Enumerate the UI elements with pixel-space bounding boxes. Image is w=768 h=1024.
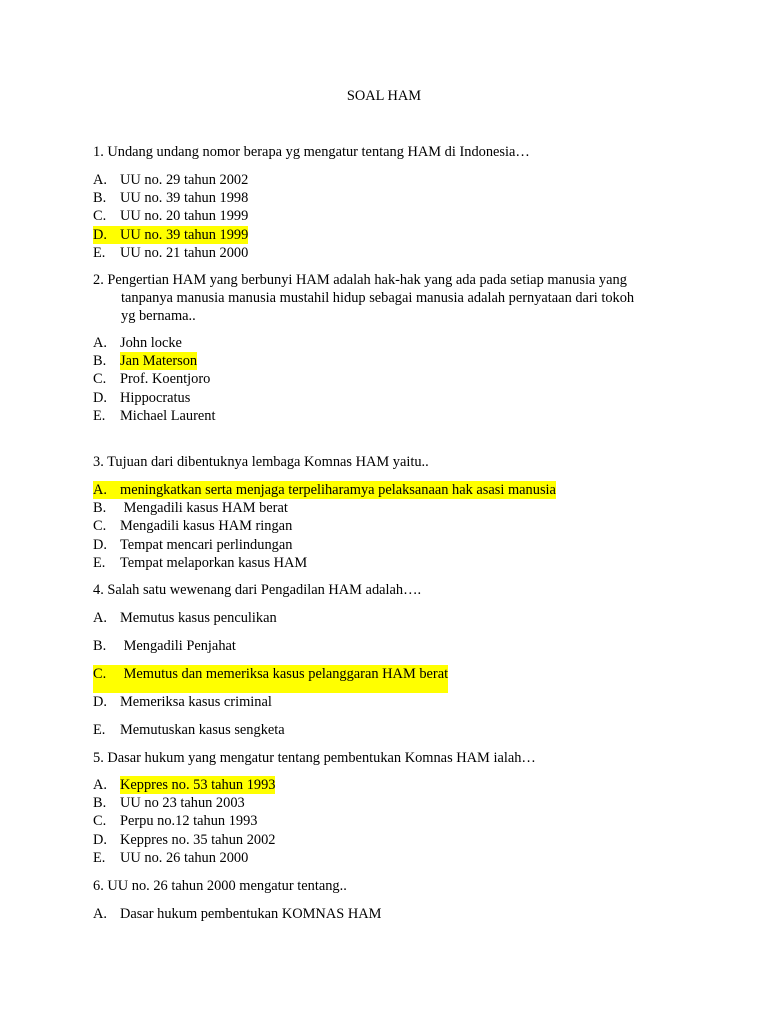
option-text: Memeriksa kasus criminal <box>120 694 272 710</box>
option-text: UU no. 26 tahun 2000 <box>120 849 249 866</box>
question-6: 6. UU no. 26 tahun 2000 mengatur tentang.. <box>93 878 347 894</box>
document-title: SOAL HAM <box>346 88 422 104</box>
question-4: 4. Salah satu wewenang dari Pengadilan HAM adalah…. <box>93 582 422 598</box>
option-letter: A. <box>93 610 107 626</box>
option-4b <box>93 637 448 665</box>
option-letter: B. <box>93 638 107 654</box>
option-text: Hippocratus <box>120 389 191 406</box>
question-3-options <box>93 481 556 572</box>
question-3: 3. Tujuan dari dibentuknya lembaga Komnas HAM yaitu.. <box>93 454 429 470</box>
option-letter: B. <box>93 190 107 207</box>
option-letter: C. <box>93 371 107 388</box>
option-3d <box>93 536 556 554</box>
option-letter: A. <box>93 906 107 922</box>
option-text: John locke <box>120 335 182 351</box>
question-1: 1. Undang undang nomor berapa yg mengatur tentang HAM di Indonesia… <box>93 144 530 160</box>
option-text: Keppres no. 53 tahun 1993 <box>120 777 276 793</box>
option-text: Memutus kasus penculikan <box>120 610 277 626</box>
option-2c <box>93 370 216 388</box>
option-text: UU no. 39 tahun 1998 <box>120 190 249 207</box>
option-text: UU no. 29 tahun 2002 <box>120 172 249 188</box>
option-text: Memutus dan memeriksa kasus pelanggaran HAM berat <box>120 665 448 693</box>
option-1b <box>93 189 248 207</box>
option-5c <box>93 812 275 830</box>
option-letter: B. <box>93 500 107 517</box>
question-2-line1: 2. Pengertian HAM yang berbunyi HAM adalah hak-hak yang ada pada setiap manusia yang <box>93 272 627 288</box>
option-letter: B. <box>93 795 107 812</box>
option-text: meningkatkan serta menjaga terpeliharamya pelaksanaan hak asasi manusia <box>120 482 556 498</box>
option-3e <box>93 554 556 572</box>
question-2-options <box>93 334 216 425</box>
option-text: Mengadili kasus HAM ringan <box>120 518 293 535</box>
option-1a <box>93 171 248 189</box>
option-letter: C. <box>93 518 107 535</box>
question-4-options <box>93 609 448 749</box>
option-text: Prof. Koentjoro <box>120 371 211 388</box>
question-2-line2: tanpanya manusia manusia mustahil hidup sebagai manusia adalah pernyataan dari tokoh <box>121 290 635 307</box>
option-letter: E. <box>93 407 106 424</box>
option-letter: E. <box>93 722 106 738</box>
option-letter: E. <box>93 244 106 261</box>
option-3c <box>93 517 556 535</box>
option-letter: E. <box>93 554 106 571</box>
option-2d <box>93 389 216 407</box>
option-2a <box>93 334 216 352</box>
option-2e <box>93 407 216 425</box>
option-text: Keppres no. 35 tahun 2002 <box>120 831 276 848</box>
option-text: Jan Materson <box>120 353 198 370</box>
option-text: Perpu no.12 tahun 1993 <box>120 813 258 830</box>
option-4a <box>93 609 448 637</box>
option-letter: C. <box>93 665 120 693</box>
option-text: Michael Laurent <box>120 407 216 424</box>
option-text: Dasar hukum pembentukan KOMNAS HAM <box>120 906 382 922</box>
option-letter: D. <box>93 389 107 406</box>
option-letter: A. <box>93 335 107 351</box>
option-4d <box>93 693 448 721</box>
option-1d-highlighted <box>93 226 248 244</box>
option-text: Tempat melaporkan kasus HAM <box>120 554 308 571</box>
option-text: Mengadili Penjahat <box>120 638 236 654</box>
option-5d <box>93 831 275 849</box>
option-1c <box>93 207 248 225</box>
option-text: UU no. 20 tahun 1999 <box>120 208 249 225</box>
option-text: UU no 23 tahun 2003 <box>120 795 245 812</box>
question-1-options <box>93 171 248 262</box>
option-3b <box>93 499 556 517</box>
option-2b-highlighted <box>93 352 216 370</box>
option-letter: C. <box>93 208 107 225</box>
option-3a-highlighted <box>93 481 556 499</box>
option-letter: D. <box>93 536 107 553</box>
option-text: Memutuskan kasus sengketa <box>120 722 285 738</box>
option-letter: B. <box>93 353 107 370</box>
option-letter: D. <box>93 226 120 244</box>
option-4e <box>93 721 448 749</box>
option-text: Tempat mencari perlindungan <box>120 536 293 553</box>
option-text: Mengadili kasus HAM berat <box>120 500 288 517</box>
option-letter: A. <box>93 172 107 188</box>
question-2 <box>93 271 683 326</box>
option-text: UU no. 21 tahun 2000 <box>120 244 249 261</box>
question-5: 5. Dasar hukum yang mengatur tentang pembentukan Komnas HAM ialah… <box>93 750 536 766</box>
option-5a-highlighted <box>93 776 275 794</box>
option-5e <box>93 849 275 867</box>
option-text: UU no. 39 tahun 1999 <box>120 226 249 243</box>
option-5b <box>93 794 275 812</box>
option-letter: E. <box>93 849 106 866</box>
question-6-options <box>93 905 381 923</box>
option-1e <box>93 244 248 262</box>
option-letter: A. <box>93 777 107 793</box>
option-letter: A. <box>93 481 120 499</box>
question-5-options <box>93 776 275 867</box>
option-6a <box>93 905 381 923</box>
option-letter: D. <box>93 694 107 710</box>
option-4c-highlighted <box>93 665 448 693</box>
question-2-line3: yg bernama.. <box>121 308 196 325</box>
option-letter: D. <box>93 831 107 848</box>
option-letter: C. <box>93 813 107 830</box>
